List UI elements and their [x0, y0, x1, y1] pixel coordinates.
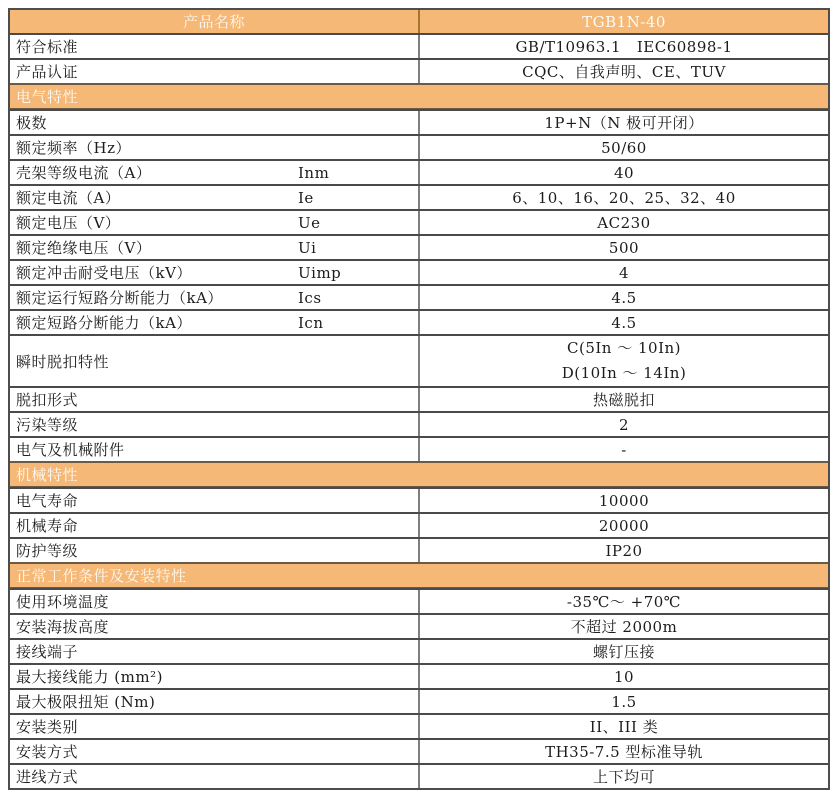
row-value-line: D(10In ～ 14In)	[561, 364, 687, 382]
row-label-cell	[10, 388, 420, 411]
row-label: 接线端子	[16, 643, 79, 661]
row-value-cell: II、III 类	[589, 718, 659, 736]
table-row	[10, 259, 828, 284]
row-label: 额定电压（V）	[16, 214, 121, 232]
row-symbol: Ue	[298, 213, 321, 232]
table-row	[10, 58, 828, 83]
row-label: 额定频率（Hz）	[16, 139, 131, 157]
table-row	[10, 386, 828, 411]
row-value-cell: -	[621, 440, 627, 459]
table-row	[10, 663, 828, 688]
table-row	[10, 638, 828, 663]
row-label: 防护等级	[16, 542, 79, 560]
row-value-cell	[420, 336, 828, 386]
row-value-cell: 螺钉压接	[592, 643, 655, 661]
row-label-cell	[10, 286, 420, 309]
table-row	[10, 334, 828, 386]
row-symbol: Icn	[298, 313, 324, 332]
table-row	[10, 588, 828, 613]
row-value-cell: AC230	[597, 213, 651, 232]
table-row	[10, 613, 828, 638]
row-label-cell	[10, 690, 420, 713]
row-value-cell: 500	[608, 238, 640, 257]
row-label: 壳架等级电流（A）	[16, 164, 152, 182]
row-label-cell	[10, 261, 420, 284]
row-value-cell: 上下均可	[592, 768, 655, 786]
row-value-cell: 10000	[598, 491, 650, 510]
row-value-cell: 40	[613, 163, 635, 182]
row-label: 电气寿命	[16, 492, 79, 510]
row-value-cell: 2	[618, 415, 630, 434]
section-header-row	[10, 562, 828, 588]
row-value-cell: GB/T10963.1 IEC60898-1	[515, 37, 733, 56]
row-value-cell: 热磁脱扣	[592, 391, 655, 409]
row-label: 脱扣形式	[16, 391, 79, 409]
row-label: 瞬时脱扣特性	[16, 352, 110, 371]
row-value-cell: 20000	[598, 516, 650, 535]
table-row	[10, 33, 828, 58]
row-label-cell	[10, 590, 420, 613]
row-label-cell	[10, 236, 420, 259]
section-title: 机械特性	[16, 466, 79, 484]
row-label-cell	[10, 514, 420, 537]
row-value-line: C(5In ～ 10In)	[566, 339, 682, 357]
table-row	[10, 713, 828, 738]
section-title: 电气特性	[16, 88, 79, 106]
row-label: 符合标准	[16, 38, 79, 56]
row-value-cell: 4.5	[611, 313, 637, 332]
row-label-cell	[10, 336, 420, 386]
table-row	[10, 688, 828, 713]
row-label: 污染等级	[16, 416, 79, 434]
table-row	[10, 159, 828, 184]
table-row	[10, 738, 828, 763]
row-label-cell	[10, 111, 420, 134]
table-row	[10, 184, 828, 209]
section-header-row	[10, 461, 828, 487]
row-label: 最大接线能力 (mm²)	[16, 668, 163, 686]
row-label: 机械寿命	[16, 517, 79, 535]
row-symbol: Inm	[298, 163, 330, 182]
row-value-cell: -35℃～ +70℃	[566, 593, 682, 611]
product-spec-table	[8, 8, 830, 790]
title-value-cell	[420, 10, 828, 33]
row-label-cell	[10, 413, 420, 436]
row-label: 最大极限扭矩 (Nm)	[16, 693, 156, 711]
section-title: 正常工作条件及安装特性	[16, 567, 187, 585]
table-row	[10, 763, 828, 788]
section-header-row	[10, 83, 828, 109]
row-symbol: Uimp	[298, 263, 342, 282]
row-label: 使用环境温度	[16, 593, 110, 611]
row-value-cell: CQC、自我声明、CE、TUV	[522, 63, 726, 81]
row-symbol: Ics	[298, 288, 322, 307]
row-label-cell	[10, 186, 420, 209]
row-label: 安装海拔高度	[16, 618, 110, 636]
row-label-cell	[10, 615, 420, 638]
row-label: 安装类别	[16, 718, 79, 736]
table-row	[10, 109, 828, 134]
row-label: 额定冲击耐受电压（kV）	[16, 264, 192, 282]
row-label: 极数	[16, 114, 48, 132]
row-value-cell: TH35-7.5 型标准导轨	[545, 743, 703, 761]
row-value-cell: 10	[613, 667, 635, 686]
row-value-cell: 1P+N（N 极可开闭）	[544, 114, 704, 132]
table-row	[10, 134, 828, 159]
table-row	[10, 234, 828, 259]
row-symbol: Ui	[298, 238, 317, 257]
product-name-label: 产品名称	[182, 13, 245, 31]
row-value-cell: 4.5	[611, 288, 637, 307]
row-label-cell	[10, 665, 420, 688]
table-row	[10, 209, 828, 234]
table-row	[10, 309, 828, 334]
row-label: 额定绝缘电压（V）	[16, 239, 152, 257]
row-label-cell	[10, 489, 420, 512]
table-title-row	[10, 10, 828, 33]
row-label-cell	[10, 640, 420, 663]
row-label-cell	[10, 211, 420, 234]
row-label-cell	[10, 161, 420, 184]
row-label-cell	[10, 765, 420, 788]
row-label: 额定运行短路分断能力（kA）	[16, 289, 223, 307]
row-label-cell	[10, 438, 420, 461]
row-label: 进线方式	[16, 768, 79, 786]
title-label-cell	[10, 10, 420, 33]
row-label: 电气及机械附件	[16, 441, 125, 459]
table-row	[10, 487, 828, 512]
row-label: 额定短路分断能力（kA）	[16, 314, 192, 332]
row-label-cell	[10, 311, 420, 334]
table-row	[10, 436, 828, 461]
row-label-cell	[10, 60, 420, 83]
row-value-cell: IP20	[605, 541, 643, 560]
table-row	[10, 537, 828, 562]
table-row	[10, 284, 828, 309]
row-label: 额定电流（A）	[16, 189, 121, 207]
row-value-cell: 不超过 2000m	[570, 618, 678, 636]
product-model: TGB1N-40	[582, 12, 666, 31]
row-label-cell	[10, 740, 420, 763]
row-value-cell: 1.5	[611, 692, 637, 711]
row-label-cell	[10, 136, 420, 159]
row-label-cell	[10, 715, 420, 738]
row-value-cell: 50/60	[601, 138, 647, 157]
row-label-cell	[10, 539, 420, 562]
table-row	[10, 512, 828, 537]
row-value-cell: 6、10、16、20、25、32、40	[512, 189, 736, 207]
row-label: 安装方式	[16, 743, 79, 761]
row-label-cell	[10, 35, 420, 58]
row-value-cell: 4	[618, 263, 630, 282]
row-symbol: Ie	[298, 188, 314, 207]
row-label: 产品认证	[16, 63, 79, 81]
table-row	[10, 411, 828, 436]
